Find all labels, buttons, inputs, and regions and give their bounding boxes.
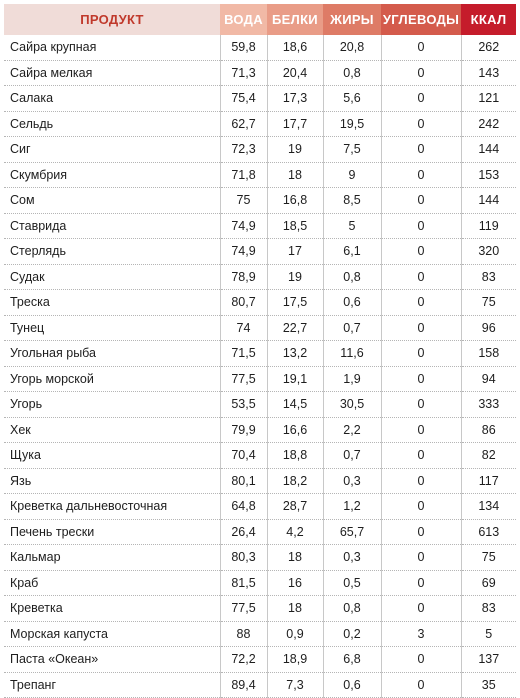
cell-carbs: 0 [381,188,461,214]
cell-carbs: 0 [381,468,461,494]
cell-fat: 0,8 [323,596,381,622]
cell-fat: 0,6 [323,672,381,698]
cell-kcal: 333 [461,392,516,418]
cell-fat: 5,6 [323,86,381,112]
header-product: ПРОДУКТ [4,4,220,35]
cell-carbs: 0 [381,392,461,418]
table-row [4,137,516,163]
cell-fat: 0,8 [323,264,381,290]
table-row [4,239,516,265]
cell-protein: 28,7 [267,494,323,520]
cell-kcal: 82 [461,443,516,469]
cell-fat: 19,5 [323,111,381,137]
cell-protein: 17,5 [267,290,323,316]
cell-water: 77,5 [220,596,267,622]
cell-kcal: 320 [461,239,516,265]
table-row [4,443,516,469]
cell-fat: 30,5 [323,392,381,418]
cell-fat: 6,8 [323,647,381,673]
cell-product: Сом [4,188,220,214]
cell-water: 77,5 [220,366,267,392]
cell-fat: 0,8 [323,60,381,86]
cell-carbs: 0 [381,443,461,469]
cell-carbs: 3 [381,621,461,647]
cell-product: Сиг [4,137,220,163]
cell-product: Кальмар [4,545,220,571]
cell-kcal: 119 [461,213,516,239]
cell-kcal: 75 [461,290,516,316]
cell-water: 71,8 [220,162,267,188]
cell-fat: 1,2 [323,494,381,520]
cell-kcal: 242 [461,111,516,137]
cell-water: 74,9 [220,239,267,265]
header-row [4,4,516,35]
table-row [4,111,516,137]
cell-kcal: 262 [461,35,516,60]
cell-carbs: 0 [381,366,461,392]
cell-fat: 11,6 [323,341,381,367]
cell-fat: 1,9 [323,366,381,392]
cell-carbs: 0 [381,213,461,239]
cell-water: 70,4 [220,443,267,469]
table-row [4,570,516,596]
cell-product: Щука [4,443,220,469]
table-row [4,596,516,622]
cell-product: Салака [4,86,220,112]
cell-fat: 0,3 [323,468,381,494]
cell-carbs: 0 [381,647,461,673]
cell-kcal: 158 [461,341,516,367]
cell-kcal: 75 [461,545,516,571]
table-row [4,290,516,316]
table-body [4,35,516,698]
cell-protein: 19,1 [267,366,323,392]
cell-kcal: 5 [461,621,516,647]
cell-protein: 18 [267,545,323,571]
table-row [4,519,516,545]
cell-carbs: 0 [381,86,461,112]
header-water: ВОДА [220,4,267,35]
table-row [4,672,516,698]
cell-water: 72,2 [220,647,267,673]
table-row [4,86,516,112]
cell-product: Сельдь [4,111,220,137]
cell-kcal: 134 [461,494,516,520]
cell-fat: 0,5 [323,570,381,596]
cell-product: Паста «Океан» [4,647,220,673]
cell-water: 72,3 [220,137,267,163]
table-row [4,647,516,673]
cell-product: Креветка дальневосточная [4,494,220,520]
header-kcal: ККАЛ [461,4,516,35]
cell-carbs: 0 [381,545,461,571]
cell-carbs: 0 [381,519,461,545]
cell-kcal: 121 [461,86,516,112]
table-row [4,468,516,494]
cell-protein: 4,2 [267,519,323,545]
cell-protein: 0,9 [267,621,323,647]
cell-product: Креветка [4,596,220,622]
cell-protein: 7,3 [267,672,323,698]
cell-fat: 0,6 [323,290,381,316]
cell-carbs: 0 [381,162,461,188]
cell-protein: 14,5 [267,392,323,418]
cell-protein: 18,6 [267,35,323,60]
cell-protein: 18,2 [267,468,323,494]
cell-product: Угорь [4,392,220,418]
cell-kcal: 144 [461,137,516,163]
table-row [4,392,516,418]
cell-product: Стерлядь [4,239,220,265]
cell-fat: 6,1 [323,239,381,265]
cell-product: Печень трески [4,519,220,545]
cell-fat: 65,7 [323,519,381,545]
cell-water: 80,1 [220,468,267,494]
cell-water: 88 [220,621,267,647]
table-row [4,188,516,214]
cell-kcal: 144 [461,188,516,214]
cell-water: 89,4 [220,672,267,698]
cell-kcal: 143 [461,60,516,86]
table-row [4,621,516,647]
cell-carbs: 0 [381,239,461,265]
cell-water: 80,3 [220,545,267,571]
cell-protein: 18,8 [267,443,323,469]
table-row [4,315,516,341]
cell-kcal: 86 [461,417,516,443]
cell-protein: 22,7 [267,315,323,341]
cell-product: Трепанг [4,672,220,698]
cell-water: 53,5 [220,392,267,418]
cell-fat: 0,7 [323,443,381,469]
cell-water: 71,5 [220,341,267,367]
cell-water: 71,3 [220,60,267,86]
table-row [4,366,516,392]
cell-carbs: 0 [381,341,461,367]
cell-fat: 20,8 [323,35,381,60]
cell-kcal: 35 [461,672,516,698]
cell-carbs: 0 [381,672,461,698]
cell-water: 74,9 [220,213,267,239]
cell-protein: 18,5 [267,213,323,239]
cell-protein: 19 [267,137,323,163]
cell-protein: 18 [267,162,323,188]
cell-product: Треска [4,290,220,316]
table-row [4,264,516,290]
table-row [4,545,516,571]
cell-fat: 0,3 [323,545,381,571]
cell-kcal: 153 [461,162,516,188]
cell-protein: 16,8 [267,188,323,214]
cell-water: 81,5 [220,570,267,596]
cell-fat: 8,5 [323,188,381,214]
cell-protein: 17 [267,239,323,265]
cell-carbs: 0 [381,570,461,596]
cell-kcal: 69 [461,570,516,596]
cell-product: Судак [4,264,220,290]
cell-fat: 0,7 [323,315,381,341]
cell-protein: 17,3 [267,86,323,112]
cell-water: 78,9 [220,264,267,290]
header-protein: БЕЛКИ [267,4,323,35]
table-row [4,162,516,188]
cell-carbs: 0 [381,417,461,443]
cell-carbs: 0 [381,315,461,341]
cell-kcal: 613 [461,519,516,545]
cell-kcal: 83 [461,264,516,290]
cell-product: Тунец [4,315,220,341]
cell-water: 62,7 [220,111,267,137]
cell-kcal: 137 [461,647,516,673]
table-row [4,417,516,443]
cell-product: Угорь морской [4,366,220,392]
cell-fat: 0,2 [323,621,381,647]
table-row [4,35,516,60]
cell-water: 74 [220,315,267,341]
table-row [4,60,516,86]
cell-product: Хек [4,417,220,443]
header-carbs: УГЛЕВОДЫ [381,4,461,35]
cell-water: 79,9 [220,417,267,443]
header-fat: ЖИРЫ [323,4,381,35]
cell-product: Сайра крупная [4,35,220,60]
cell-kcal: 96 [461,315,516,341]
cell-protein: 18,9 [267,647,323,673]
cell-water: 75,4 [220,86,267,112]
cell-product: Скумбрия [4,162,220,188]
nutrition-table [4,4,516,698]
cell-carbs: 0 [381,264,461,290]
cell-carbs: 0 [381,137,461,163]
cell-kcal: 94 [461,366,516,392]
cell-protein: 13,2 [267,341,323,367]
cell-fat: 5 [323,213,381,239]
cell-water: 64,8 [220,494,267,520]
cell-fat: 2,2 [323,417,381,443]
table-row [4,494,516,520]
cell-protein: 20,4 [267,60,323,86]
table-row [4,341,516,367]
cell-protein: 17,7 [267,111,323,137]
cell-product: Язь [4,468,220,494]
table-row [4,213,516,239]
cell-product: Угольная рыба [4,341,220,367]
cell-water: 80,7 [220,290,267,316]
cell-carbs: 0 [381,60,461,86]
cell-protein: 18 [267,596,323,622]
cell-protein: 16,6 [267,417,323,443]
cell-kcal: 117 [461,468,516,494]
cell-water: 59,8 [220,35,267,60]
cell-fat: 9 [323,162,381,188]
cell-carbs: 0 [381,596,461,622]
cell-protein: 19 [267,264,323,290]
table-header [4,4,516,35]
cell-kcal: 83 [461,596,516,622]
cell-water: 26,4 [220,519,267,545]
cell-product: Морская капуста [4,621,220,647]
cell-fat: 7,5 [323,137,381,163]
cell-carbs: 0 [381,290,461,316]
cell-carbs: 0 [381,111,461,137]
cell-water: 75 [220,188,267,214]
cell-product: Краб [4,570,220,596]
cell-carbs: 0 [381,494,461,520]
cell-carbs: 0 [381,35,461,60]
cell-product: Сайра мелкая [4,60,220,86]
cell-product: Ставрида [4,213,220,239]
cell-protein: 16 [267,570,323,596]
